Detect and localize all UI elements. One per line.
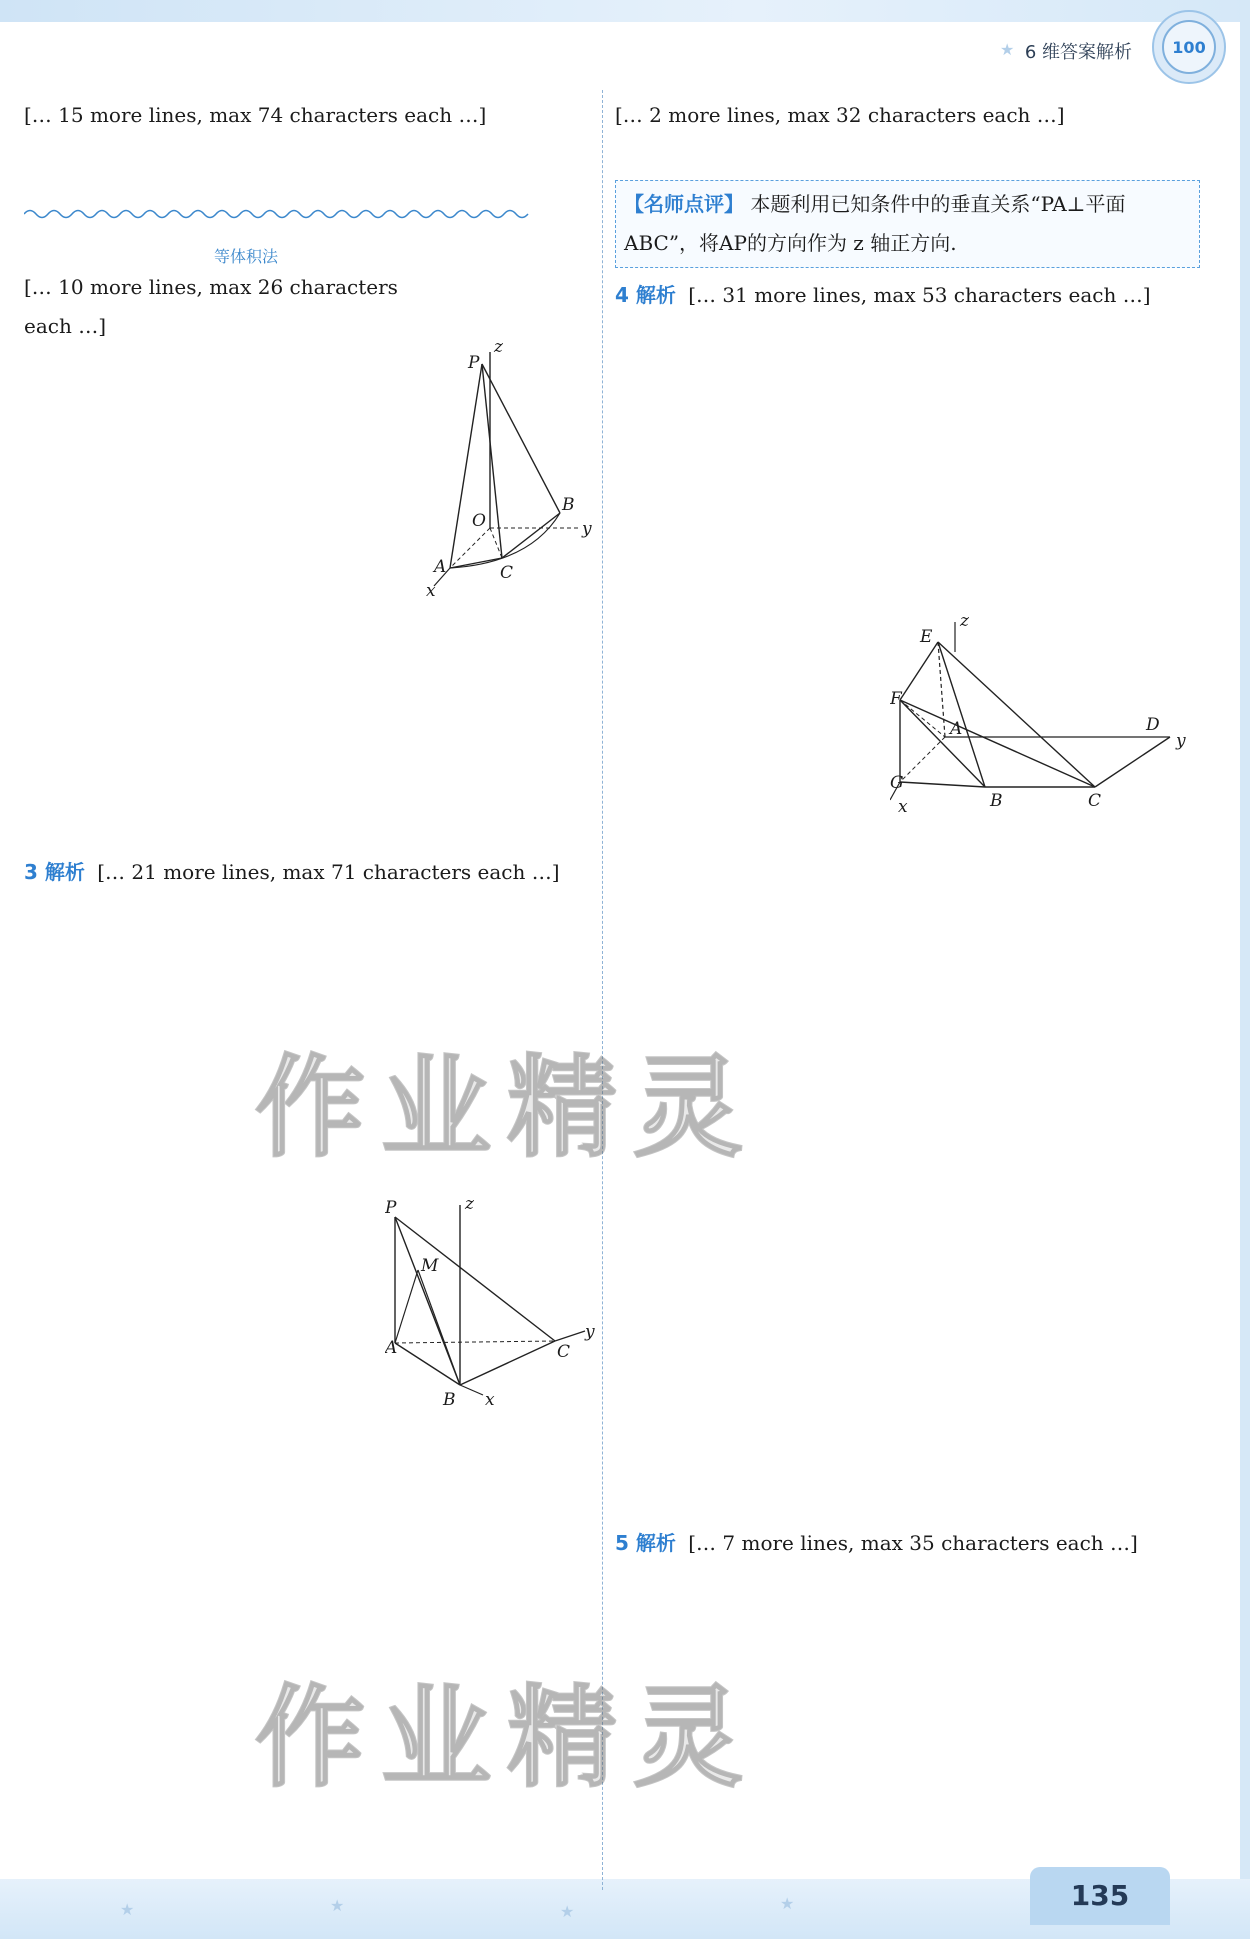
text-line — [24, 1477, 594, 1516]
text-line — [24, 1204, 424, 1243]
figure-label: E — [920, 627, 933, 647]
wavy-underline — [24, 207, 534, 221]
figure-label: x — [426, 581, 436, 598]
text-line — [615, 744, 885, 783]
text-line — [615, 1251, 1200, 1290]
text-line — [615, 471, 1200, 510]
top-band — [0, 0, 1250, 22]
figure-label: C — [557, 1342, 571, 1362]
figure-label: C — [500, 563, 514, 583]
text-line — [24, 463, 424, 502]
star-icon: ★ — [120, 1900, 135, 1919]
star-icon: ★ — [560, 1902, 575, 1921]
figure-label: F — [890, 689, 902, 709]
text-line — [615, 135, 1200, 174]
text-line — [24, 502, 424, 541]
teacher-comment-box — [615, 180, 1200, 268]
text-line — [24, 892, 594, 931]
text-line — [24, 619, 594, 658]
text-line — [24, 736, 594, 775]
text-line — [24, 1438, 594, 1477]
figure-label: D — [1146, 715, 1160, 735]
text-line: [… 7 more lines, max 35 characters each …] — [688, 1531, 1138, 1555]
section-3-heading — [24, 853, 594, 892]
figure-label: B — [562, 495, 575, 515]
text-line — [24, 346, 424, 385]
figure-label: O — [472, 511, 486, 531]
figure-solid-3 — [890, 612, 1195, 817]
text-line — [615, 354, 1200, 393]
section-label: 3 解析 — [24, 860, 85, 884]
text-line — [24, 1516, 594, 1555]
right-column — [615, 96, 1200, 1836]
text-line: [… 31 more lines, max 53 characters each …] — [688, 283, 1151, 307]
text-line: [… 15 more lines, max 74 characters each …] — [24, 103, 487, 127]
text-line — [615, 1563, 1200, 1602]
comment-text: 本题利用已知条件中的垂直关系“PA⊥平面 ABC”，将AP的方向作为 z 轴正方向. — [624, 192, 1126, 255]
figure-label: A — [434, 557, 447, 577]
figure-label: G — [890, 773, 904, 793]
watermark: 作业精灵 — [255, 1044, 759, 1172]
figure-label: A — [950, 719, 963, 739]
text-line — [615, 705, 885, 744]
text-line — [24, 814, 594, 853]
star-icon: ★ — [780, 1894, 795, 1913]
text-line — [615, 393, 1200, 432]
text-line: [… 10 more lines, max 26 characters each …] — [24, 275, 398, 338]
figure-label: P — [385, 1198, 397, 1218]
text-line — [615, 549, 885, 588]
figure-label: P — [468, 353, 480, 373]
figure-label: y — [585, 1322, 595, 1342]
text-line — [615, 1485, 1200, 1524]
figure-label: C — [1088, 791, 1102, 811]
text-line — [615, 822, 1200, 861]
text-line — [24, 1321, 424, 1360]
text-line — [615, 900, 1200, 939]
text-line — [615, 1290, 1200, 1329]
text-line — [24, 697, 594, 736]
text-line — [615, 627, 885, 666]
text-line — [615, 666, 885, 705]
text-line — [24, 135, 594, 174]
text-line — [24, 541, 424, 580]
figure-pyramid-1 — [420, 338, 600, 598]
text-line — [615, 939, 1200, 978]
text-line — [24, 775, 594, 814]
text-line — [24, 1282, 424, 1321]
figure-label: x — [898, 797, 908, 817]
text-line — [615, 1407, 1200, 1446]
figure-label: A — [385, 1338, 398, 1358]
text-line — [615, 1212, 1200, 1251]
figure-label: B — [443, 1390, 456, 1410]
figure-label: x — [485, 1390, 495, 1410]
figure-label: z — [960, 612, 969, 631]
wavy-note: 等体积法 — [214, 247, 279, 266]
figure-label: B — [990, 791, 1003, 811]
section-4-heading — [615, 276, 1200, 315]
text-line — [24, 970, 594, 1009]
text-line — [615, 1173, 1200, 1212]
text-line — [615, 315, 1200, 354]
figure-pyramid-2 — [385, 1195, 600, 1425]
section-5-heading — [615, 1524, 1200, 1563]
right-band — [1240, 0, 1250, 1939]
star-icon: ★ — [1000, 40, 1015, 59]
figure-label: y — [1176, 731, 1186, 751]
logo-text: 100 — [1172, 38, 1206, 57]
figure-label: M — [421, 1256, 439, 1276]
text-line: [… 21 more lines, max 71 characters each …] — [97, 860, 560, 884]
text-line — [615, 510, 1200, 549]
text-line — [24, 658, 594, 697]
comment-tag: 【名师点评】 — [624, 192, 744, 216]
column-divider — [602, 90, 603, 1890]
text-line — [24, 424, 424, 463]
watermark: 作业精灵 — [255, 1674, 759, 1802]
logo-icon — [1152, 10, 1226, 84]
text-line — [24, 1594, 594, 1633]
figure-label: z — [465, 1195, 474, 1214]
text-line — [615, 1446, 1200, 1485]
section-label: 4 解析 — [615, 283, 676, 307]
text-line — [615, 432, 1200, 471]
text-line — [24, 1243, 424, 1282]
text-line — [615, 861, 1200, 900]
section-label: 5 解析 — [615, 1531, 676, 1555]
left-column — [24, 96, 594, 1672]
star-icon: ★ — [330, 1896, 345, 1915]
page-number: 135 — [1030, 1867, 1170, 1925]
header-title: 6 维答案解析 — [1024, 42, 1132, 63]
text-line — [24, 931, 594, 970]
figure-label: z — [494, 338, 503, 357]
text-line — [615, 783, 885, 822]
text-line — [615, 978, 1200, 1017]
text-line — [615, 1602, 1200, 1641]
text-line — [615, 1368, 1200, 1407]
text-line — [615, 588, 885, 627]
figure-label: y — [582, 519, 592, 539]
text-line — [24, 385, 424, 424]
text-line — [615, 1329, 1200, 1368]
text-line — [24, 1555, 594, 1594]
text-line: [… 2 more lines, max 32 characters each …] — [615, 103, 1065, 127]
